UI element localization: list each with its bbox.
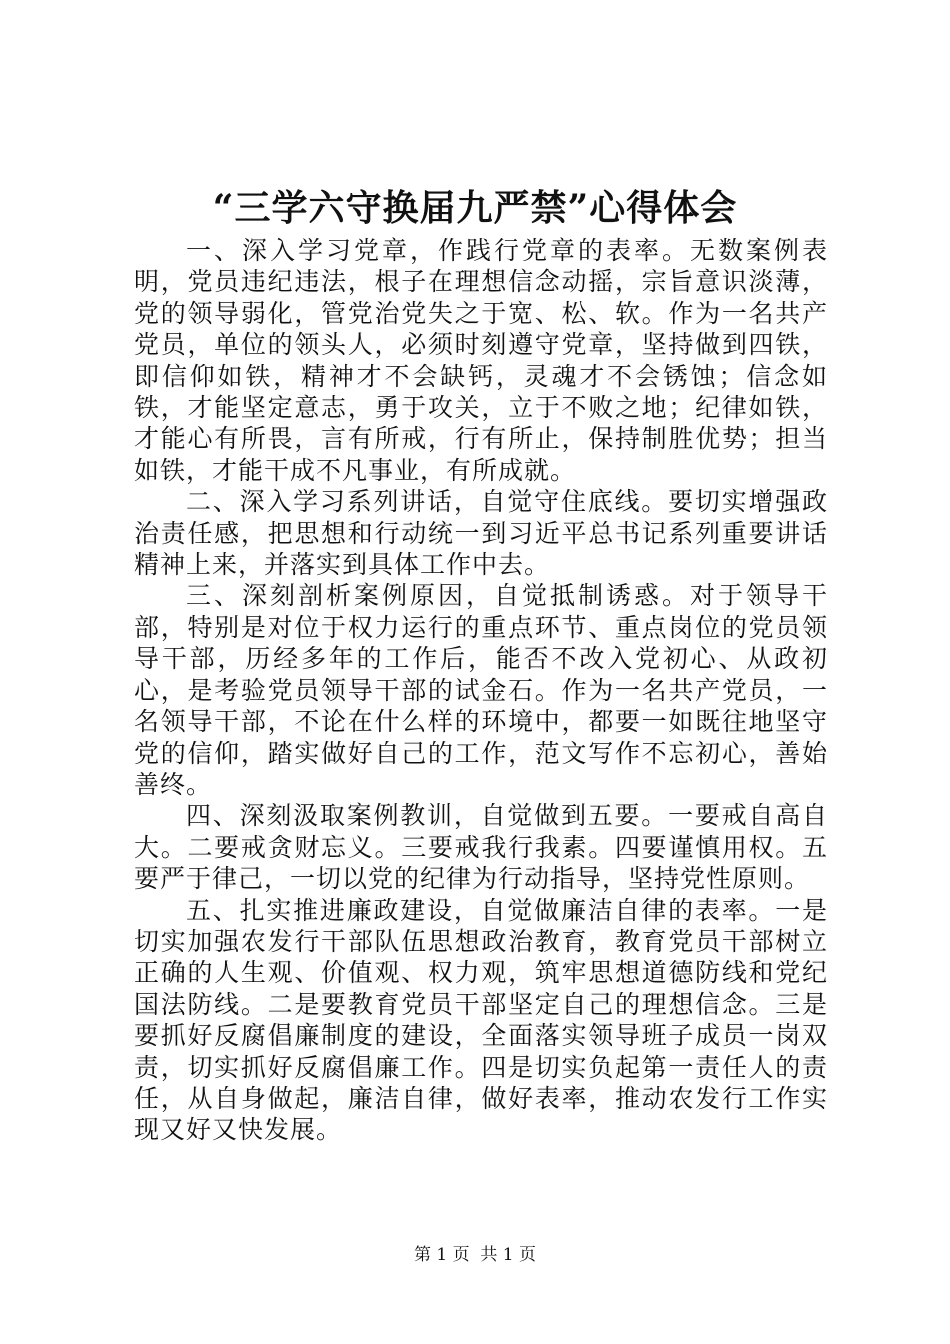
document-title: “三学六守换届九严禁”心得体会 <box>212 187 738 229</box>
paragraph-1: 一、深入学习党章，作践行党章的表率。无数案例表明，党员违纪违法，根子在理想信念动摇，宗旨意识淡薄，党的领导弱化，管党治党失之于宽、松、软。作为一名共产党员，单位的领头人，必须时刻遵守党章，坚持做到四铁，即信仰如铁，精神才不会缺钙，灵魂才不会锈蚀；信念如铁，才能坚定意志，勇于攻关，立于不败之地；纪律如铁，才能心有所畏，言有所戒，行有所止，保持制胜优势；担当如铁，才能干成不凡事业，有所成就。 <box>134 236 828 485</box>
paragraph-5: 五、扎实推进廉政建设，自觉做廉洁自律的表率。一是切实加强农发行干部队伍思想政治教育，教育党员干部树立正确的人生观、价值观、权力观，筑牢思想道德防线和党纪国法防线。二是要教育党员干部坚定自己的理想信念。三是要抓好反腐倡廉制度的建设，全面落实领导班子成员一岗双责，切实抓好反腐倡廉工作。四是切实负起第一责任人的责任，从自身做起，廉洁自律，做好表率，推动农发行工作实现又好又快发展。 <box>134 895 828 1145</box>
document-body <box>134 235 828 1146</box>
paragraph-2: 二、深入学习系列讲话，自觉守住底线。要切实增强政治责任感，把思想和行动统一到习近平总书记系列重要讲话精神上来，并落实到具体工作中去。 <box>134 487 828 580</box>
paragraph-3: 三、深刻剖析案例原因，自觉抵制诱惑。对于领导干部，特别是对位于权力运行的重点环节、重点岗位的党员领导干部，历经多年的工作后，能否不改入党初心、从政初心，是考验党员领导干部的试金石。作为一名共产党员，一名领导干部，不论在什么样的环境中，都要一如既往地坚守党的信仰，踏实做好自己的工作，范文写作不忘初心，善始善终。 <box>134 581 828 799</box>
page-footer: 第 1 页 共 1 页 <box>413 1245 537 1265</box>
paragraph-4: 四、深刻汲取案例教训，自觉做到五要。一要戒自高自大。二要戒贪财忘义。三要戒我行我素。四要谨慎用权。五要严于律己，一切以党的纪律为行动指导，坚持党性原则。 <box>134 801 828 894</box>
